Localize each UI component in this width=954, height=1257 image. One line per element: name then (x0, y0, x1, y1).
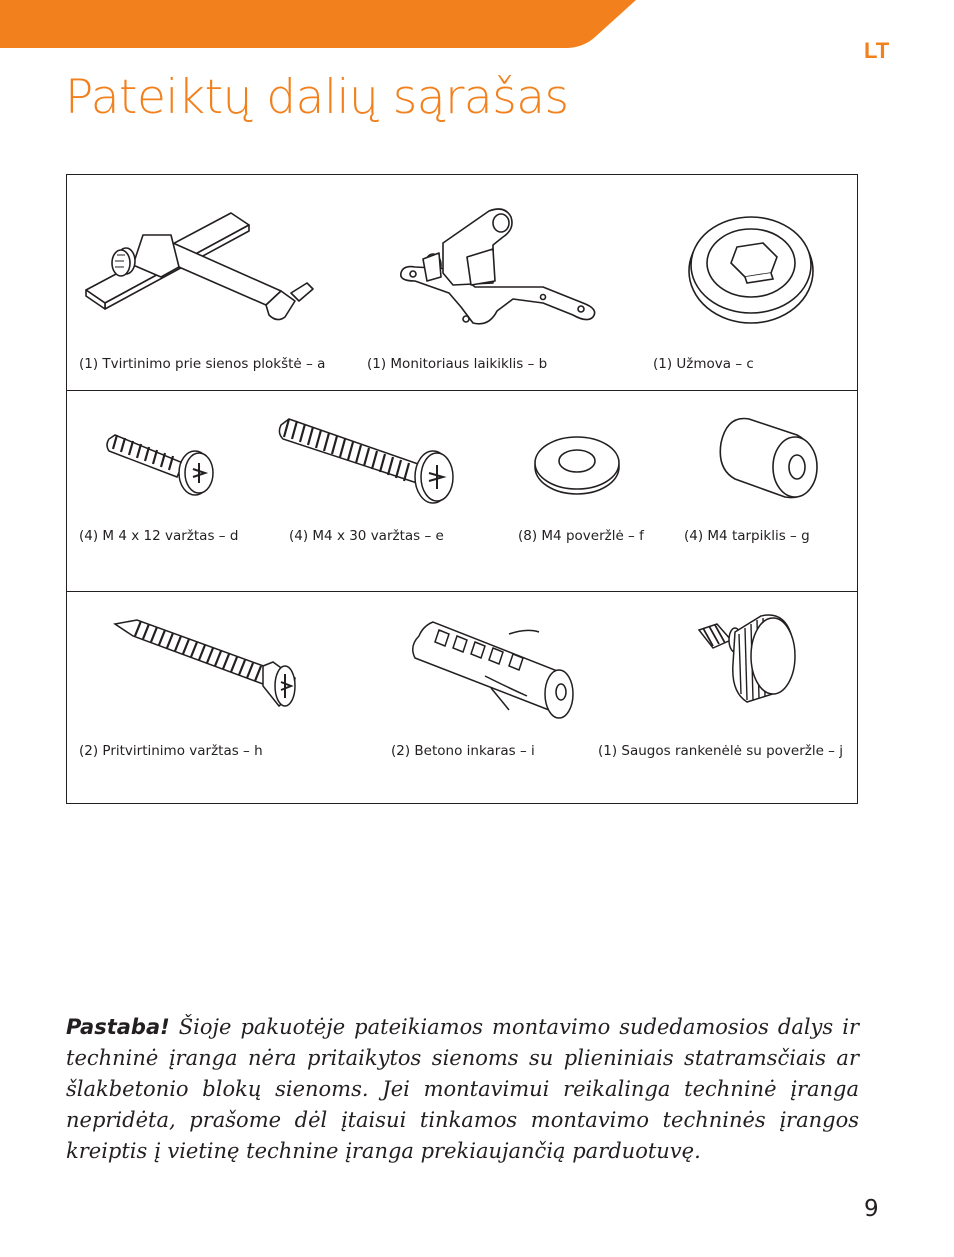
parts-row-3 (67, 592, 857, 804)
language-code: LT (864, 38, 890, 63)
part-label-d: (4) M 4 x 12 varžtas – d (79, 528, 239, 544)
safety-knob-icon (695, 612, 809, 724)
parts-row-1 (67, 175, 857, 391)
parts-list-table (66, 174, 858, 804)
part-label-a: (1) Tvirtinimo prie sienos plokštė – a (79, 356, 326, 372)
wall-plate-icon (81, 205, 331, 325)
header-band (0, 0, 640, 50)
short-screw-icon (103, 425, 219, 497)
note-text: Šioje pakuotėje pateikiamos montavimo sudedamosios dalys ir techninė įranga nėra pritaikytos sienoms su plieniniais statramsčiais ar šlakbetonio blokų sienoms. Jei montavimui reikalinga techninė įranga nepridėta, prašome dėl įtaisui tinkamos montavimo techninės įrangos kreiptis į vietinę technine įranga prekiaujančią parduotuvę. (66, 1015, 859, 1163)
page-number: 9 (864, 1196, 879, 1222)
part-label-i: (2) Betono inkaras – i (391, 743, 535, 759)
spacer-icon (713, 413, 827, 505)
note-lead: Pastaba! (66, 1015, 170, 1039)
part-label-j: (1) Saugos rankenėlė su poveržle – j (598, 743, 843, 759)
part-label-h: (2) Pritvirtinimo varžtas – h (79, 743, 263, 759)
wall-anchor-icon (409, 614, 587, 722)
washer-icon (531, 431, 623, 497)
part-label-e: (4) M4 x 30 varžtas – e (289, 528, 444, 544)
bushing-icon (683, 209, 819, 325)
wood-screw-icon (113, 614, 303, 714)
part-label-g: (4) M4 tarpiklis – g (684, 528, 810, 544)
parts-row-2 (67, 391, 857, 592)
part-label-b: (1) Monitoriaus laikiklis – b (367, 356, 548, 372)
note-paragraph (66, 1012, 859, 1167)
page-title: Pateiktų dalių sąrašas (65, 70, 569, 125)
long-screw-icon (275, 411, 461, 515)
part-label-c: (1) Užmova – c (653, 356, 754, 372)
monitor-bracket-icon (393, 203, 613, 333)
part-label-f: (8) M4 poveržlė – f (518, 528, 644, 544)
